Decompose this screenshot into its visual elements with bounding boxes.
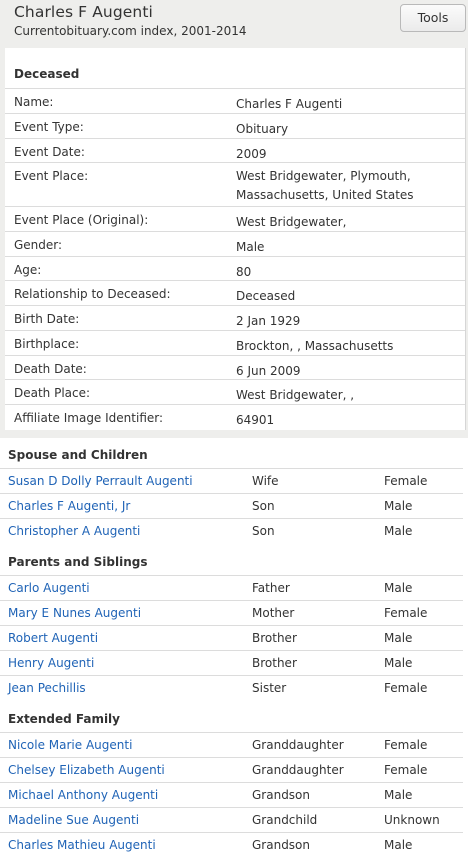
- record-row: [5, 256, 465, 281]
- record-value: Charles F Augenti: [236, 97, 343, 111]
- family-member-gender: Male: [384, 838, 413, 852]
- record-label: Death Date:: [14, 362, 87, 376]
- family-member-gender: Female: [384, 681, 428, 695]
- record-row: [5, 113, 465, 138]
- record-row: [5, 404, 465, 429]
- family-member-link[interactable]: Susan D Dolly Perrault Augenti: [8, 474, 193, 488]
- record-label: Death Place:: [14, 386, 91, 400]
- family-member-link[interactable]: Mary E Nunes Augenti: [8, 606, 142, 620]
- family-member-row: [0, 650, 463, 675]
- family-member-gender: Unknown: [384, 813, 440, 827]
- record-value: 2009: [236, 147, 267, 161]
- family-member-relation: Grandson: [252, 838, 311, 852]
- record-value: 2 Jan 1929: [236, 314, 301, 328]
- family-member-relation: Brother: [252, 656, 297, 670]
- deceased-record-card: [5, 48, 466, 430]
- family-member-relation: Son: [252, 524, 275, 538]
- family-member-link[interactable]: Madeline Sue Augenti: [8, 813, 140, 827]
- record-row: [5, 330, 465, 355]
- record-row: [5, 280, 465, 305]
- family-member-link[interactable]: Carlo Augenti: [8, 581, 90, 595]
- family-member-gender: Female: [384, 738, 428, 752]
- record-value: Deceased: [236, 289, 296, 303]
- spouse-children-heading: Spouse and Children: [8, 448, 148, 462]
- family-member-row: [0, 807, 463, 832]
- family-member-relation: Brother: [252, 631, 297, 645]
- record-row: [5, 206, 465, 231]
- page-title: Charles F Augenti: [14, 3, 153, 21]
- family-member-gender: Female: [384, 474, 428, 488]
- family-member-gender: Male: [384, 631, 413, 645]
- tools-button[interactable]: Tools: [400, 4, 466, 32]
- record-label: Name:: [14, 95, 54, 109]
- family-member-relation: Wife: [252, 474, 279, 488]
- family-member-row: [0, 757, 463, 782]
- family-member-relation: Son: [252, 499, 275, 513]
- record-value: West Bridgewater, ,: [236, 388, 355, 402]
- deceased-section-title: Deceased: [14, 67, 80, 81]
- family-member-row: [0, 493, 463, 518]
- record-label: Event Place:: [14, 169, 89, 183]
- record-row: [5, 162, 465, 207]
- record-label: Event Type:: [14, 120, 84, 134]
- record-label: Affiliate Image Identifier:: [14, 411, 164, 425]
- family-member-row: [0, 732, 463, 757]
- record-row: [5, 355, 465, 380]
- record-row: [5, 231, 465, 256]
- family-member-row: [0, 625, 463, 650]
- family-member-link[interactable]: Henry Augenti: [8, 656, 95, 670]
- record-value: Brockton, , Massachusetts: [236, 339, 394, 353]
- family-member-link[interactable]: Jean Pechillis: [8, 681, 86, 695]
- record-row: [5, 379, 465, 404]
- collection-subtitle: Currentobituary.com index, 2001-2014: [14, 24, 247, 38]
- family-member-relation: Granddaughter: [252, 738, 344, 752]
- extended-family-heading: Extended Family: [8, 712, 120, 726]
- family-member-link[interactable]: Christopher A Augenti: [8, 524, 141, 538]
- family-member-link[interactable]: Robert Augenti: [8, 631, 99, 645]
- record-label: Age:: [14, 263, 42, 277]
- record-label: Relationship to Deceased:: [14, 287, 171, 301]
- family-member-gender: Female: [384, 606, 428, 620]
- family-member-row: [0, 575, 463, 600]
- parents-siblings-heading: Parents and Siblings: [8, 555, 148, 569]
- family-member-row: [0, 675, 463, 700]
- record-label: Birthplace:: [14, 337, 80, 351]
- record-label: Birth Date:: [14, 312, 80, 326]
- record-row: [5, 305, 465, 330]
- family-member-gender: Male: [384, 524, 413, 538]
- family-member-relation: Granddaughter: [252, 763, 344, 777]
- record-row: [5, 88, 465, 113]
- record-value: Obituary: [236, 122, 289, 136]
- record-label: Event Date:: [14, 145, 85, 159]
- family-member-row: [0, 468, 463, 493]
- family-member-relation: Grandson: [252, 788, 311, 802]
- family-member-relation: Sister: [252, 681, 287, 695]
- record-value: West Bridgewater,: [236, 215, 347, 229]
- family-member-gender: Male: [384, 499, 413, 513]
- family-member-link[interactable]: Nicole Marie Augenti: [8, 738, 133, 752]
- record-value: 6 Jun 2009: [236, 364, 301, 378]
- record-row: [5, 138, 465, 163]
- family-member-link[interactable]: Charles F Augenti, Jr: [8, 499, 131, 513]
- family-member-gender: Male: [384, 656, 413, 670]
- family-member-row: [0, 782, 463, 807]
- family-member-row: [0, 600, 463, 625]
- record-label: Gender:: [14, 238, 63, 252]
- family-member-link[interactable]: Michael Anthony Augenti: [8, 788, 159, 802]
- record-value: Male: [236, 240, 265, 254]
- family-member-relation: Father: [252, 581, 290, 595]
- record-value: 80: [236, 265, 252, 279]
- family-member-link[interactable]: Chelsey Elizabeth Augenti: [8, 763, 165, 777]
- record-value: 64901: [236, 413, 275, 427]
- family-member-row: [0, 832, 463, 857]
- family-member-relation: Grandchild: [252, 813, 318, 827]
- family-member-link[interactable]: Charles Mathieu Augenti: [8, 838, 156, 852]
- record-label: Event Place (Original):: [14, 213, 149, 227]
- family-member-relation: Mother: [252, 606, 295, 620]
- family-member-gender: Male: [384, 581, 413, 595]
- family-member-gender: Female: [384, 763, 428, 777]
- family-member-gender: Male: [384, 788, 413, 802]
- record-value: West Bridgewater, Plymouth, Massachusetts, United States: [236, 169, 414, 202]
- family-member-row: [0, 518, 463, 543]
